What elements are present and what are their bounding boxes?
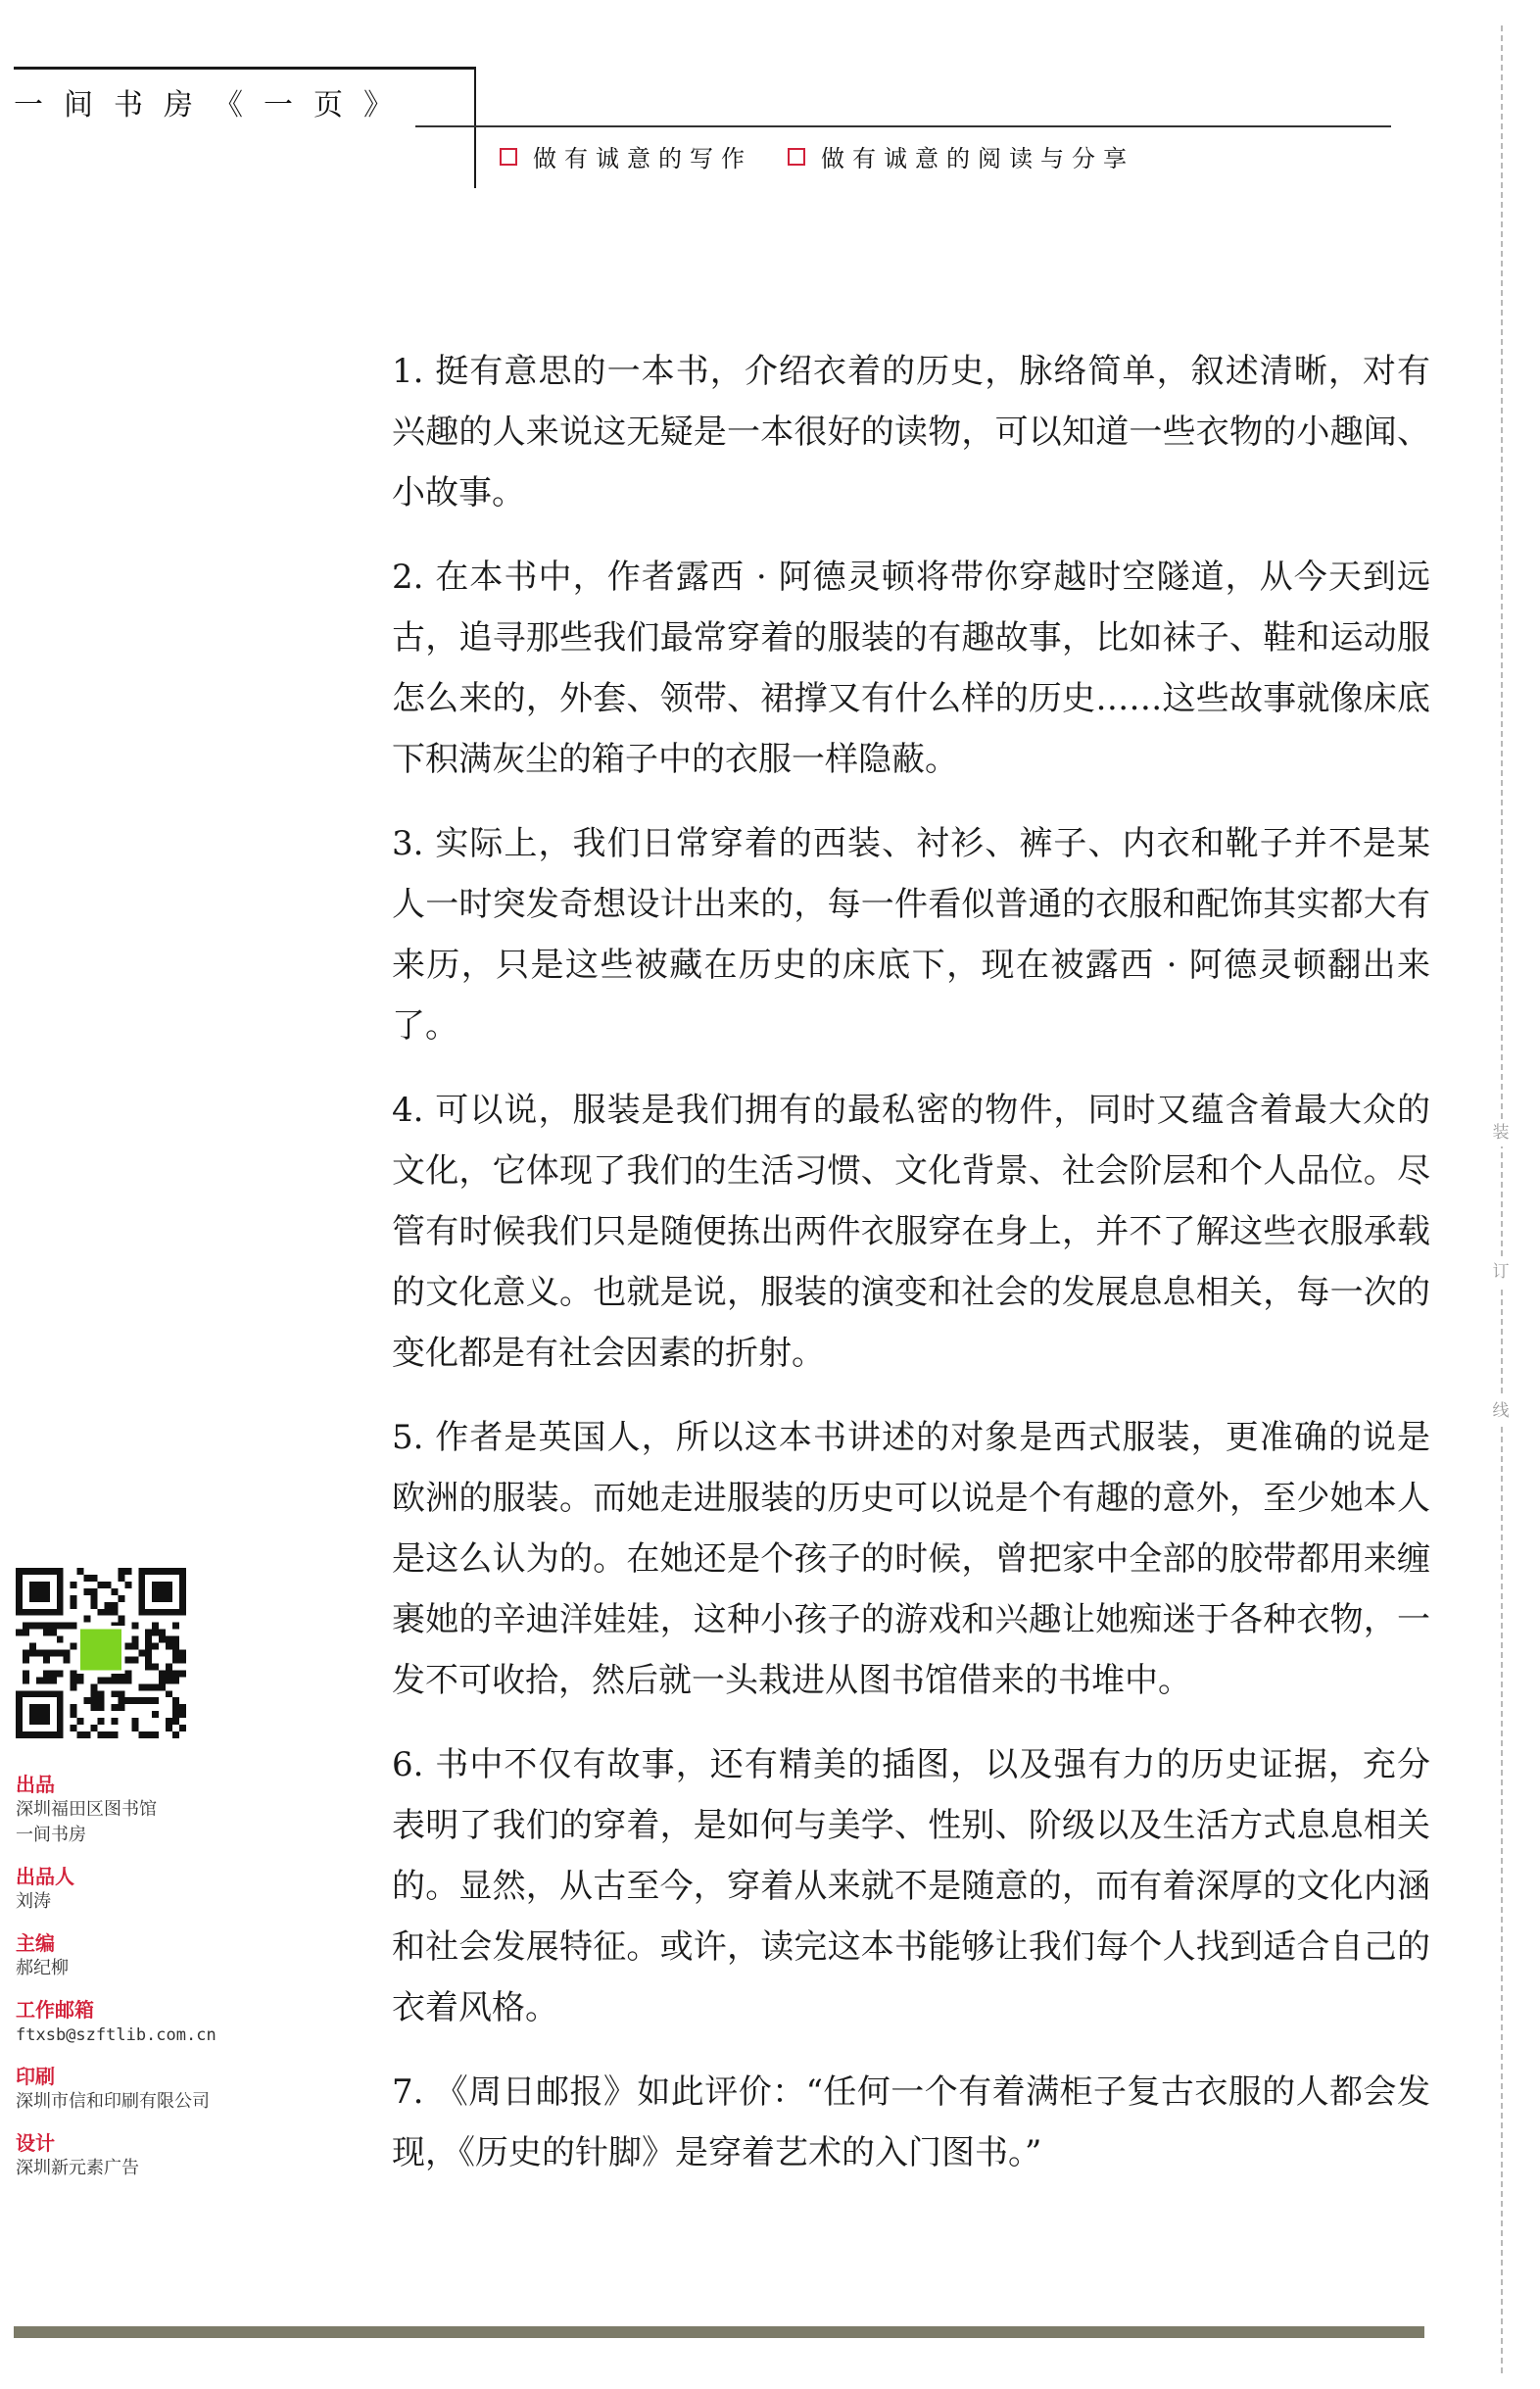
credit-printing (16, 2064, 349, 2115)
credit-value: 深圳新元素广告 (16, 2158, 139, 2178)
binding-dashed-line (1501, 25, 1503, 2373)
slogan-text: 做有诚意的阅读与分享 (821, 145, 1134, 172)
credit-design (16, 2130, 349, 2181)
binding-char: 装 (1487, 1119, 1515, 1146)
article-body (392, 341, 1430, 2207)
credit-value: 一间书房 (16, 1825, 86, 1845)
paragraph: 5. 作者是英国人，所以这本书讲述的对象是西式服装，更准确的说是欧洲的服装。而她走进服装的历史可以说是个有趣的意外，至少她本人是这么认为的。在她还是个孩子的时候，曾把家中全部的胶带都用来缠裹她的辛迪洋娃娃，这种小孩子的游戏和兴趣让她痴迷于各种衣物，一发不可收拾，然后就一头栽进从图书馆借来的书堆中。 (392, 1418, 1430, 1700)
credit-value: 刘涛 (16, 1891, 51, 1912)
credit-value: 深圳市信和印刷有限公司 (16, 2091, 210, 2112)
paragraph: 7. 《周日邮报》如此评价：“任何一个有着满柜子复古衣服的人都会发现，《历史的针脚》是穿着艺术的入门图书。” (392, 2072, 1430, 2172)
credit-label: 设计 (16, 2131, 55, 2155)
slogan-writing (500, 139, 752, 173)
header-horizontal-rule (415, 125, 1391, 127)
footer-bar (14, 2326, 1424, 2338)
slogan-row (500, 139, 1170, 173)
checkbox-square-icon (500, 148, 517, 166)
paragraph: 2. 在本书中，作者露西 · 阿德灵顿将带你穿越时空隧道，从今天到远古，追寻那些我们最常穿着的服装的有趣故事，比如袜子、鞋和运动服怎么来的，外套、领带、裙撑又有什么样的历史……这些故事就像床底下积满灰尘的箱子中的衣服一样隐蔽。 (392, 558, 1430, 779)
credit-label: 工作邮箱 (16, 1998, 94, 2022)
credits-panel (16, 1772, 349, 2197)
credit-editor (16, 1930, 349, 1981)
checkbox-square-icon (788, 148, 805, 166)
email-address: ftxsb@szftlib.com.cn (16, 2025, 217, 2045)
paragraph: 1. 挺有意思的一本书，介绍衣着的历史，脉络简单，叙述清晰，对有兴趣的人来说这无疑是一本很好的读物，可以知道一些衣物的小趣闻、小故事。 (392, 352, 1430, 512)
binding-char: 线 (1487, 1397, 1515, 1425)
qr-code-icon (16, 1568, 186, 1738)
paragraph: 6. 书中不仅有故事，还有精美的插图，以及强有力的历史证据，充分表明了我们的穿着，是如何与美学、性别、阶级以及生活方式息息相关的。显然，从古至今，穿着从来就不是随意的，而有着深厚的文化内涵和社会发展特征。或许，读完这本书能够让我们每个人找到适合自己的衣着风格。 (392, 1745, 1430, 2027)
header-vertical-rule (474, 67, 476, 188)
credit-label: 印刷 (16, 2065, 55, 2088)
credit-producer (16, 1864, 349, 1915)
credit-email (16, 1997, 349, 2048)
paragraph: 4. 可以说，服装是我们拥有的最私密的物件，同时又蕴含着最大众的文化，它体现了我们的生活习惯、文化背景、社会阶层和个人品位。尽管有时候我们只是随便拣出两件衣服穿在身上，并不了解这些衣服承载的文化意义。也就是说，服装的演变和社会的发展息息相关，每一次的变化都是有社会因素的折射。 (392, 1091, 1430, 1373)
slogan-reading (788, 139, 1134, 173)
credit-publisher (16, 1772, 349, 1848)
paragraph: 3. 实际上，我们日常穿着的西装、衬衫、裤子、内衣和靴子并不是某人一时突发奇想设计出来的，每一件看似普通的衣服和配饰其实都大有来历，只是这些被藏在历史的床底下，现在被露西 · 阿德灵顿翻出来了。 (392, 824, 1430, 1046)
credit-label: 出品 (16, 1773, 55, 1796)
binding-char: 订 (1487, 1258, 1515, 1286)
header-top-rule (14, 67, 476, 70)
credit-label: 出品人 (16, 1865, 74, 1888)
credit-label: 主编 (16, 1931, 55, 1955)
slogan-text: 做有诚意的写作 (533, 145, 752, 172)
credit-value: 郝纪柳 (16, 1958, 69, 1978)
masthead-title: 一间书房《一页》 (14, 88, 413, 122)
credit-value: 深圳福田区图书馆 (16, 1799, 157, 1820)
